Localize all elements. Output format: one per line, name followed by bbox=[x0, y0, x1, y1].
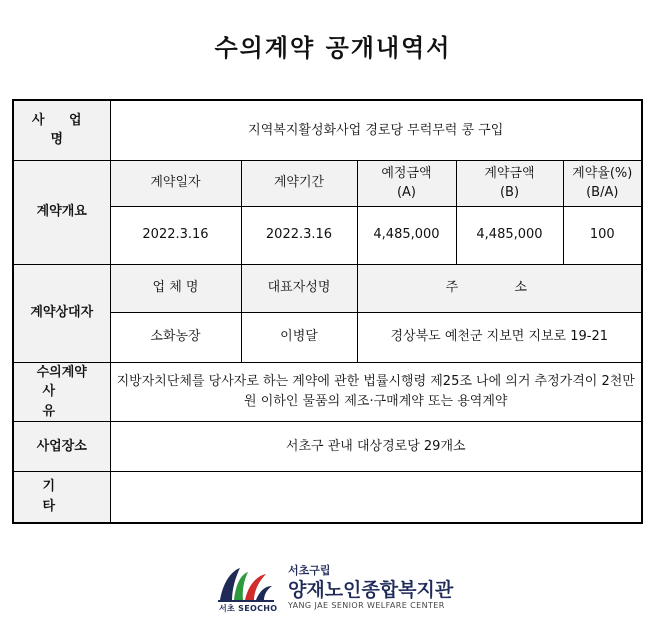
contract-period: 2022.3.16 bbox=[241, 206, 357, 264]
address-header: 주 소 bbox=[357, 264, 642, 312]
logo-english: YANG JAE SENIOR WELFARE CENTER bbox=[288, 601, 445, 610]
place-row bbox=[13, 422, 642, 472]
place-label: 사업장소 bbox=[13, 422, 110, 472]
company-address: 경상북도 예천군 지보면 지보로 19-21 bbox=[357, 312, 642, 362]
reason-label: 수의계약 사 유 bbox=[13, 362, 110, 422]
place-text: 서초구 관내 대상경로당 29개소 bbox=[110, 422, 642, 472]
contract-amount-header: 계약금액 (B) bbox=[456, 160, 563, 206]
company-header: 업 체 명 bbox=[110, 264, 241, 312]
project-name: 지역복지활성화사업 경로당 무럭무럭 콩 구입 bbox=[110, 100, 642, 160]
counterparty-header-row bbox=[13, 264, 642, 312]
estimated-amount: 4,485,000 bbox=[357, 206, 456, 264]
overview-header-row bbox=[13, 160, 642, 206]
contract-period-header: 계약기간 bbox=[241, 160, 357, 206]
project-label: 사 업 명 bbox=[13, 100, 110, 160]
overview-label: 계약개요 bbox=[13, 160, 110, 264]
representative-header: 대표자성명 bbox=[241, 264, 357, 312]
contract-rate-header: 계약율(%) (B/A) bbox=[563, 160, 642, 206]
center-logo bbox=[216, 560, 456, 618]
logo-district: 서초구립 bbox=[288, 564, 331, 577]
seocho-mark-icon bbox=[216, 560, 276, 604]
page-title: 수의계약 공개내역서 bbox=[214, 33, 452, 62]
logo-name: 양재노인종합복지관 bbox=[288, 579, 454, 601]
project-row bbox=[13, 100, 642, 160]
seocho-mark-text: 서초 SEOCHO bbox=[219, 604, 278, 613]
contract-date-header: 계약일자 bbox=[110, 160, 241, 206]
counterparty-label: 계약상대자 bbox=[13, 264, 110, 362]
contract-rate: 100 bbox=[563, 206, 642, 264]
contract-amount: 4,485,000 bbox=[456, 206, 563, 264]
reason-row bbox=[13, 362, 642, 422]
reason-text: 지방자치단체를 당사자로 하는 계약에 관한 법률시행령 제25조 나에 의거 추정가격이 2천만원 이하인 물품의 제조·구매계약 또는 용역계약 bbox=[110, 362, 642, 422]
disclosure-table bbox=[12, 99, 643, 524]
etc-label: 기 타 bbox=[13, 472, 110, 523]
representative-name: 이병달 bbox=[241, 312, 357, 362]
etc-text bbox=[110, 472, 642, 523]
estimated-amount-header: 예정금액 (A) bbox=[357, 160, 456, 206]
etc-row bbox=[13, 472, 642, 523]
contract-date: 2022.3.16 bbox=[110, 206, 241, 264]
company-name: 소화농장 bbox=[110, 312, 241, 362]
